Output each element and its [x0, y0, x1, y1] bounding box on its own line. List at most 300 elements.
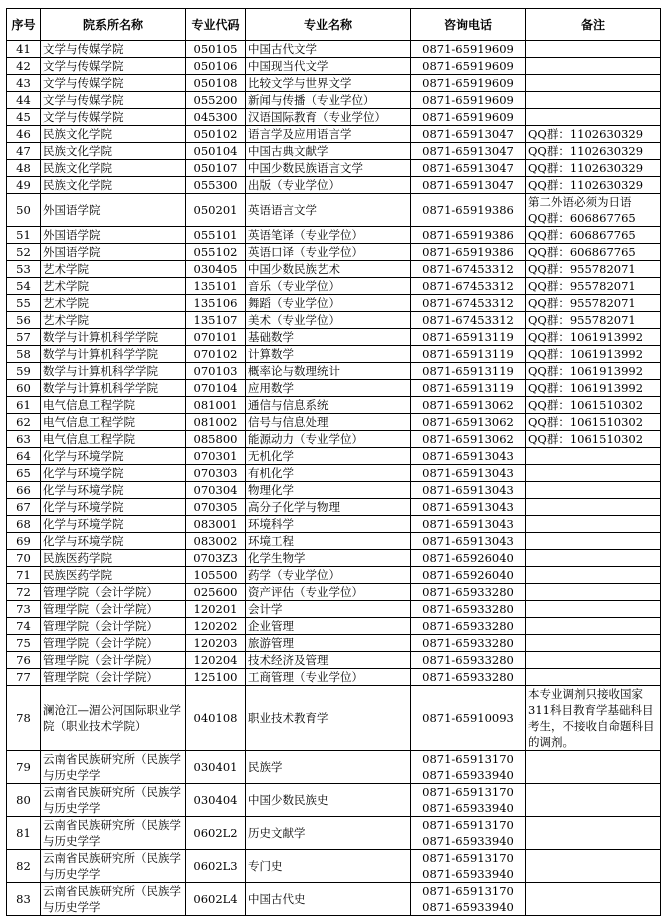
major-code: 083002: [186, 533, 246, 550]
phone-number: 0871-65913043: [422, 534, 514, 548]
phone-number: 0871-65913119: [422, 381, 514, 395]
note: [526, 533, 661, 550]
note: [526, 751, 661, 784]
phone-number: 0871-65913062: [422, 432, 514, 446]
phone-number: 0871-65933280: [422, 636, 514, 650]
phone-number: 0871-67453312: [422, 279, 514, 293]
phone-number: 0871-65913119: [422, 347, 514, 361]
row-number: 41: [7, 41, 41, 58]
phone-number: 0871-65913062: [422, 415, 514, 429]
department-name: 文学与传媒学院: [41, 58, 186, 75]
phone: [411, 109, 526, 126]
phone-number: 0871-65933280: [422, 585, 514, 599]
table-row: [7, 41, 661, 58]
row-number: 80: [7, 784, 41, 817]
note: [526, 380, 661, 397]
phone-number: 0871-67453312: [422, 262, 514, 276]
phone: [411, 261, 526, 278]
major-code: 070102: [186, 346, 246, 363]
major-name: 能源动力（专业学位）: [246, 431, 411, 448]
note-text: QQ群：1061913992: [528, 364, 644, 378]
phone-number: 0871-65913047: [422, 144, 514, 158]
major-code: 050104: [186, 143, 246, 160]
phone-number: 0871-65919609: [422, 93, 514, 107]
note: [526, 550, 661, 567]
department-name: 云南省民族研究所（民族学与历史学学: [41, 751, 186, 784]
major-code: 055101: [186, 227, 246, 244]
row-number: 49: [7, 177, 41, 194]
note: [526, 482, 661, 499]
major-code: 045300: [186, 109, 246, 126]
row-number: 60: [7, 380, 41, 397]
major-name: 高分子化学与物理: [246, 499, 411, 516]
header-dept: 院系所名称: [41, 9, 186, 41]
major-name: 中国少数民族艺术: [246, 261, 411, 278]
department-name: 外国语学院: [41, 227, 186, 244]
row-number: 76: [7, 652, 41, 669]
phone-number: 0871-65933280: [422, 653, 514, 667]
department-name: 管理学院（会计学院）: [41, 584, 186, 601]
major-name: 舞蹈（专业学位）: [246, 295, 411, 312]
major-name: 旅游管理: [246, 635, 411, 652]
note-text: QQ群：606867765: [528, 211, 636, 225]
note: [526, 261, 661, 278]
phone: [411, 533, 526, 550]
phone-number: 0871-65919609: [422, 42, 514, 56]
phone: [411, 431, 526, 448]
major-name: 中国少数民族语言文学: [246, 160, 411, 177]
phone-number: 0871-65919609: [422, 59, 514, 73]
major-name: 有机化学: [246, 465, 411, 482]
phone: [411, 227, 526, 244]
phone: [411, 177, 526, 194]
table-row: [7, 669, 661, 686]
major-code: 055300: [186, 177, 246, 194]
department-name: 艺术学院: [41, 312, 186, 329]
major-name: 新闻与传播（专业学位）: [246, 92, 411, 109]
note: [526, 41, 661, 58]
row-number: 59: [7, 363, 41, 380]
phone-number: 0871-65919609: [422, 110, 514, 124]
note: [526, 499, 661, 516]
department-name: 数学与计算机科学学院: [41, 346, 186, 363]
department-name: 艺术学院: [41, 295, 186, 312]
note: [526, 278, 661, 295]
header-row: [7, 9, 661, 41]
table-row: [7, 244, 661, 261]
table-row: [7, 618, 661, 635]
table-row: [7, 143, 661, 160]
major-name: 美术（专业学位）: [246, 312, 411, 329]
table-row: [7, 329, 661, 346]
table-row: [7, 499, 661, 516]
note-text: QQ群：1061510302: [528, 432, 644, 446]
major-code: 135107: [186, 312, 246, 329]
table-row: [7, 448, 661, 465]
table-row: [7, 312, 661, 329]
major-name: 历史文献学: [246, 817, 411, 850]
department-name: 管理学院（会计学院）: [41, 601, 186, 618]
phone: [411, 883, 526, 916]
table-row: [7, 177, 661, 194]
note: [526, 448, 661, 465]
note: [526, 883, 661, 916]
department-name: 文学与传媒学院: [41, 92, 186, 109]
phone: [411, 75, 526, 92]
department-name: 云南省民族研究所（民族学与历史学学: [41, 850, 186, 883]
major-code: 0703Z3: [186, 550, 246, 567]
major-name: 计算数学: [246, 346, 411, 363]
note: [526, 669, 661, 686]
major-name: 职业技术教育学: [246, 686, 411, 751]
table-row: [7, 817, 661, 850]
phone-number: 0871-65913170: [422, 785, 514, 799]
department-name: 电气信息工程学院: [41, 414, 186, 431]
phone: [411, 817, 526, 850]
row-number: 61: [7, 397, 41, 414]
table-row: [7, 414, 661, 431]
major-code: 085800: [186, 431, 246, 448]
department-name: 外国语学院: [41, 194, 186, 227]
row-number: 56: [7, 312, 41, 329]
department-name: 数学与计算机科学学院: [41, 363, 186, 380]
phone: [411, 244, 526, 261]
table-row: [7, 380, 661, 397]
phone-number: 0871-65913062: [422, 398, 514, 412]
table-row: [7, 397, 661, 414]
major-code: 070104: [186, 380, 246, 397]
major-code: 050102: [186, 126, 246, 143]
department-name: 化学与环境学院: [41, 499, 186, 516]
major-code: 050201: [186, 194, 246, 227]
header-note: 备注: [526, 9, 661, 41]
phone: [411, 784, 526, 817]
phone: [411, 482, 526, 499]
major-name: 中国古代文学: [246, 41, 411, 58]
phone-number: 0871-65933940: [422, 900, 514, 914]
phone: [411, 601, 526, 618]
major-name: 语言学及应用语言学: [246, 126, 411, 143]
row-number: 43: [7, 75, 41, 92]
major-name: 药学（专业学位）: [246, 567, 411, 584]
department-name: 文学与传媒学院: [41, 109, 186, 126]
note: [526, 431, 661, 448]
row-number: 53: [7, 261, 41, 278]
phone: [411, 160, 526, 177]
table-row: [7, 431, 661, 448]
phone-number: 0871-65913043: [422, 500, 514, 514]
row-number: 82: [7, 850, 41, 883]
row-number: 44: [7, 92, 41, 109]
phone: [411, 499, 526, 516]
phone: [411, 465, 526, 482]
row-number: 67: [7, 499, 41, 516]
table-row: [7, 550, 661, 567]
row-number: 50: [7, 194, 41, 227]
phone-number: 0871-65933940: [422, 768, 514, 782]
header-phone: 咨询电话: [411, 9, 526, 41]
note: [526, 618, 661, 635]
department-name: 云南省民族研究所（民族学与历史学学: [41, 784, 186, 817]
note-text: QQ群：1102630329: [528, 161, 644, 175]
row-number: 79: [7, 751, 41, 784]
department-name: 艺术学院: [41, 278, 186, 295]
department-name: 电气信息工程学院: [41, 431, 186, 448]
header-code: 专业代码: [186, 9, 246, 41]
department-name: 外国语学院: [41, 244, 186, 261]
header-no: 序号: [7, 9, 41, 41]
note: [526, 143, 661, 160]
phone-number: 0871-65913170: [422, 851, 514, 865]
table-row: [7, 784, 661, 817]
phone: [411, 363, 526, 380]
row-number: 66: [7, 482, 41, 499]
department-name: 民族文化学院: [41, 160, 186, 177]
department-name: 民族医药学院: [41, 550, 186, 567]
note: [526, 817, 661, 850]
phone-number: 0871-65913170: [422, 818, 514, 832]
phone-number: 0871-65910093: [422, 711, 514, 725]
phone: [411, 329, 526, 346]
major-code: 135101: [186, 278, 246, 295]
note: [526, 177, 661, 194]
major-name: 中国现当代文学: [246, 58, 411, 75]
major-name: 英语笔译（专业学位）: [246, 227, 411, 244]
table-row: [7, 751, 661, 784]
note: [526, 784, 661, 817]
table-row: [7, 567, 661, 584]
department-name: 电气信息工程学院: [41, 397, 186, 414]
major-name: 基础数学: [246, 329, 411, 346]
major-name: 化学生物学: [246, 550, 411, 567]
department-name: 艺术学院: [41, 261, 186, 278]
phone: [411, 686, 526, 751]
row-number: 74: [7, 618, 41, 635]
note-text: 本专业调剂只接收国家311科目教育学基础科目考生，不接收自命题科目的调剂。: [528, 687, 655, 749]
department-name: 澜沧江—湄公河国际职业学院（职业技术学院）: [41, 686, 186, 751]
note: [526, 363, 661, 380]
major-name: 英语语言文学: [246, 194, 411, 227]
table-row: [7, 465, 661, 482]
major-code: 105500: [186, 567, 246, 584]
department-name: 民族文化学院: [41, 143, 186, 160]
note-text: QQ群：955782071: [528, 262, 636, 276]
note: [526, 244, 661, 261]
phone-number: 0871-65933940: [422, 867, 514, 881]
phone-number: 0871-67453312: [422, 313, 514, 327]
phone: [411, 194, 526, 227]
note-text: QQ群：1102630329: [528, 144, 644, 158]
major-name: 出版（专业学位）: [246, 177, 411, 194]
row-number: 77: [7, 669, 41, 686]
table-row: [7, 75, 661, 92]
major-code: 081002: [186, 414, 246, 431]
note: [526, 329, 661, 346]
row-number: 47: [7, 143, 41, 160]
row-number: 73: [7, 601, 41, 618]
table-row: [7, 652, 661, 669]
note: [526, 346, 661, 363]
phone: [411, 414, 526, 431]
phone-number: 0871-65933280: [422, 670, 514, 684]
major-code: 055200: [186, 92, 246, 109]
table-row: [7, 126, 661, 143]
major-name: 音乐（专业学位）: [246, 278, 411, 295]
phone-number: 0871-65919386: [422, 228, 514, 242]
phone: [411, 567, 526, 584]
phone: [411, 550, 526, 567]
major-name: 中国古典文献学: [246, 143, 411, 160]
major-name: 信号与信息处理: [246, 414, 411, 431]
department-name: 云南省民族研究所（民族学与历史学学: [41, 817, 186, 850]
major-code: 070103: [186, 363, 246, 380]
phone: [411, 346, 526, 363]
phone-number: 0871-65919386: [422, 245, 514, 259]
row-number: 46: [7, 126, 41, 143]
major-name: 英语口译（专业学位）: [246, 244, 411, 261]
department-name: 数学与计算机科学学院: [41, 380, 186, 397]
department-name: 管理学院（会计学院）: [41, 652, 186, 669]
table-row: [7, 109, 661, 126]
major-name: 物理化学: [246, 482, 411, 499]
note-text: QQ群：1061510302: [528, 398, 644, 412]
note: [526, 227, 661, 244]
department-name: 民族文化学院: [41, 126, 186, 143]
table-row: [7, 850, 661, 883]
major-code: 0602L3: [186, 850, 246, 883]
phone: [411, 850, 526, 883]
note: [526, 160, 661, 177]
major-name: 民族学: [246, 751, 411, 784]
phone: [411, 92, 526, 109]
table-row: [7, 686, 661, 751]
row-number: 68: [7, 516, 41, 533]
row-number: 42: [7, 58, 41, 75]
major-code: 125100: [186, 669, 246, 686]
major-name: 技术经济及管理: [246, 652, 411, 669]
phone: [411, 751, 526, 784]
major-code: 0602L4: [186, 883, 246, 916]
major-code: 030401: [186, 751, 246, 784]
phone: [411, 652, 526, 669]
department-name: 化学与环境学院: [41, 533, 186, 550]
note: [526, 686, 661, 751]
department-name: 化学与环境学院: [41, 448, 186, 465]
major-name: 专门史: [246, 850, 411, 883]
table-row: [7, 295, 661, 312]
row-number: 72: [7, 584, 41, 601]
major-name: 无机化学: [246, 448, 411, 465]
phone-number: 0871-65933940: [422, 834, 514, 848]
phone: [411, 635, 526, 652]
table-row: [7, 635, 661, 652]
major-code: 135106: [186, 295, 246, 312]
major-name: 应用数学: [246, 380, 411, 397]
major-code: 050106: [186, 58, 246, 75]
note: [526, 58, 661, 75]
major-name: 环境工程: [246, 533, 411, 550]
note: [526, 652, 661, 669]
phone-number: 0871-65913043: [422, 466, 514, 480]
major-name: 概率论与数理统计: [246, 363, 411, 380]
table-row: [7, 584, 661, 601]
major-name: 汉语国际教育（专业学位）: [246, 109, 411, 126]
note-text: QQ群：1061510302: [528, 415, 644, 429]
major-name: 中国少数民族史: [246, 784, 411, 817]
phone-number: 0871-65913043: [422, 449, 514, 463]
note-text: QQ群：1061913992: [528, 330, 644, 344]
table-row: [7, 883, 661, 916]
row-number: 52: [7, 244, 41, 261]
note: [526, 109, 661, 126]
note: [526, 850, 661, 883]
phone-number: 0871-65919609: [422, 76, 514, 90]
major-code: 070101: [186, 329, 246, 346]
note: [526, 312, 661, 329]
row-number: 64: [7, 448, 41, 465]
phone-number: 0871-65926040: [422, 551, 514, 565]
major-name: 资产评估（专业学位）: [246, 584, 411, 601]
note-text: QQ群：955782071: [528, 313, 636, 327]
major-name: 环境科学: [246, 516, 411, 533]
note-text: QQ群：606867765: [528, 245, 636, 259]
row-number: 65: [7, 465, 41, 482]
row-number: 71: [7, 567, 41, 584]
phone: [411, 41, 526, 58]
phone-number: 0871-65913043: [422, 517, 514, 531]
note-text: QQ群：606867765: [528, 228, 636, 242]
note: [526, 397, 661, 414]
table-row: [7, 533, 661, 550]
department-name: 化学与环境学院: [41, 465, 186, 482]
note: [526, 414, 661, 431]
department-name: 管理学院（会计学院）: [41, 618, 186, 635]
major-name: 比较文学与世界文学: [246, 75, 411, 92]
phone-number: 0871-67453312: [422, 296, 514, 310]
row-number: 54: [7, 278, 41, 295]
phone-number: 0871-65913047: [422, 161, 514, 175]
phone: [411, 312, 526, 329]
phone-number: 0871-65913043: [422, 483, 514, 497]
phone-number: 0871-65933280: [422, 602, 514, 616]
note-text: 第二外语必须为日语: [528, 195, 632, 209]
phone-number: 0871-65919386: [422, 203, 514, 217]
row-number: 58: [7, 346, 41, 363]
note-text: QQ群：1102630329: [528, 178, 644, 192]
major-name: 中国古代史: [246, 883, 411, 916]
note: [526, 465, 661, 482]
note: [526, 295, 661, 312]
phone: [411, 516, 526, 533]
phone: [411, 126, 526, 143]
table-row: [7, 482, 661, 499]
contact-table: [6, 8, 661, 916]
table-row: [7, 160, 661, 177]
phone: [411, 295, 526, 312]
table-row: [7, 58, 661, 75]
table-row: [7, 227, 661, 244]
major-code: 120204: [186, 652, 246, 669]
row-number: 81: [7, 817, 41, 850]
table-row: [7, 194, 661, 227]
row-number: 51: [7, 227, 41, 244]
note-text: QQ群：955782071: [528, 296, 636, 310]
major-code: 120202: [186, 618, 246, 635]
department-name: 化学与环境学院: [41, 516, 186, 533]
note-text: QQ群：1061913992: [528, 381, 644, 395]
major-code: 055102: [186, 244, 246, 261]
major-code: 081001: [186, 397, 246, 414]
